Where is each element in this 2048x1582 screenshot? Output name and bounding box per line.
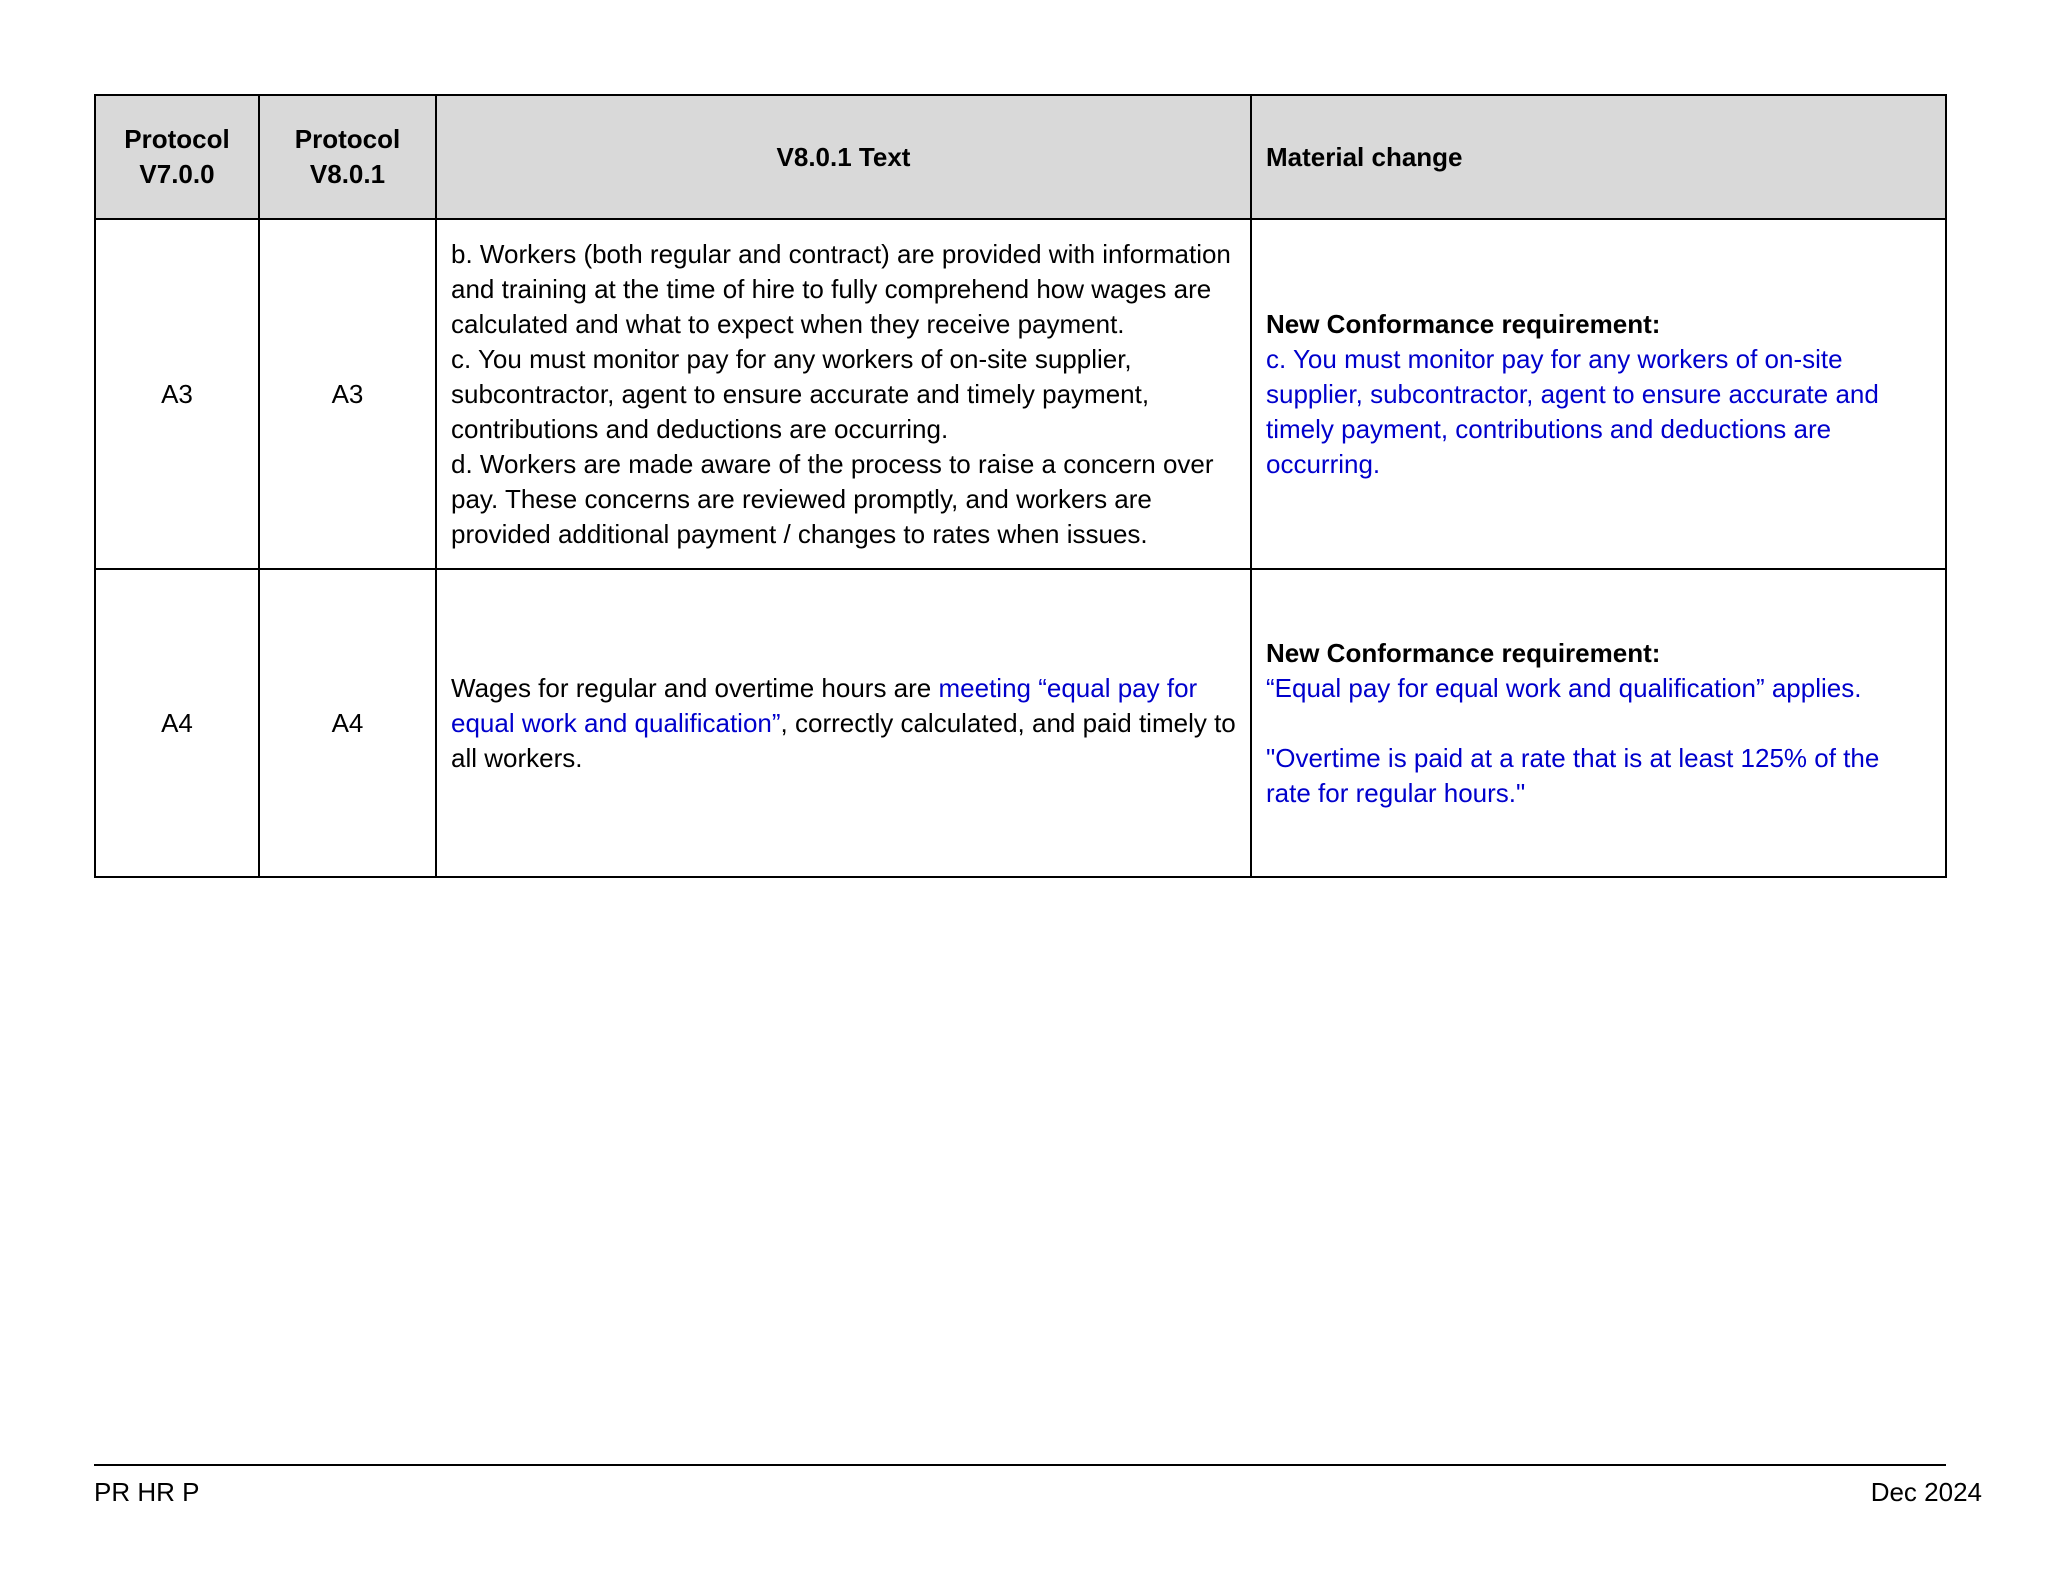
- cell-v7-code: A4: [95, 569, 259, 877]
- table-row: [95, 219, 1946, 569]
- change-text-equal-pay: “Equal pay for equal work and qualification” applies.: [1266, 672, 1862, 703]
- header-material-change: Material change: [1251, 95, 1946, 219]
- cell-v8-code: A4: [259, 569, 436, 877]
- change-text: c. You must monitor pay for any workers of on-site supplier, subcontractor, agent to ensure accurate and timely payment, contributions and deductions are occurring.: [1266, 343, 1879, 479]
- cell-material-change: [1251, 219, 1946, 569]
- header-protocol-v7: [95, 95, 259, 219]
- protocol-comparison-table: [94, 94, 1947, 878]
- header-protocol-v8-line1: Protocol: [294, 124, 401, 154]
- cell-v8-text: [436, 569, 1251, 877]
- text-item-b: b. Workers (both regular and contract) are provided with information and training at the time of hire to fully comprehend how wages are calculated and what to expect when they receive payment.: [451, 238, 1231, 339]
- change-heading: New Conformance requirement:: [1266, 637, 1661, 668]
- header-protocol-v8: [259, 95, 436, 219]
- header-protocol-v7-line2: V7.0.0: [139, 159, 215, 189]
- cell-v8-code: A3: [259, 219, 436, 569]
- footer-document-code: PR HR P: [94, 1477, 200, 1507]
- text-plain-before: Wages for regular and overtime hours are: [451, 672, 939, 703]
- cell-v7-code: A3: [95, 219, 259, 569]
- text-plain-after: , correctly calculated, and paid timely to all workers.: [451, 707, 1236, 773]
- text-item-d: d. Workers are made aware of the process to raise a concern over pay. These concerns are reviewed promptly, and workers are provided additional payment / changes to rates when issues.: [451, 448, 1214, 549]
- footer-date: Dec 2024: [1870, 1477, 1982, 1507]
- change-heading: New Conformance requirement:: [1266, 308, 1661, 339]
- header-v8-text: V8.0.1 Text: [436, 95, 1251, 219]
- text-item-c: c. You must monitor pay for any workers of on-site supplier, subcontractor, agent to ensure accurate and timely payment, contributions and deductions are occurring.: [451, 343, 1150, 444]
- cell-material-change: [1251, 569, 1946, 877]
- footer-divider: [94, 1464, 1946, 1466]
- header-protocol-v8-line2: V8.0.1: [309, 159, 386, 189]
- table-header-row: [95, 95, 1946, 219]
- table-row: [95, 569, 1946, 877]
- cell-v8-text: [436, 219, 1251, 569]
- header-protocol-v7-line1: Protocol: [124, 124, 230, 154]
- text-highlight: meeting “equal pay for equal work and qualification”: [451, 672, 1198, 738]
- paragraph-spacer: [1266, 706, 1931, 741]
- change-text-overtime: "Overtime is paid at a rate that is at least 125% of the rate for regular hours.": [1266, 742, 1880, 808]
